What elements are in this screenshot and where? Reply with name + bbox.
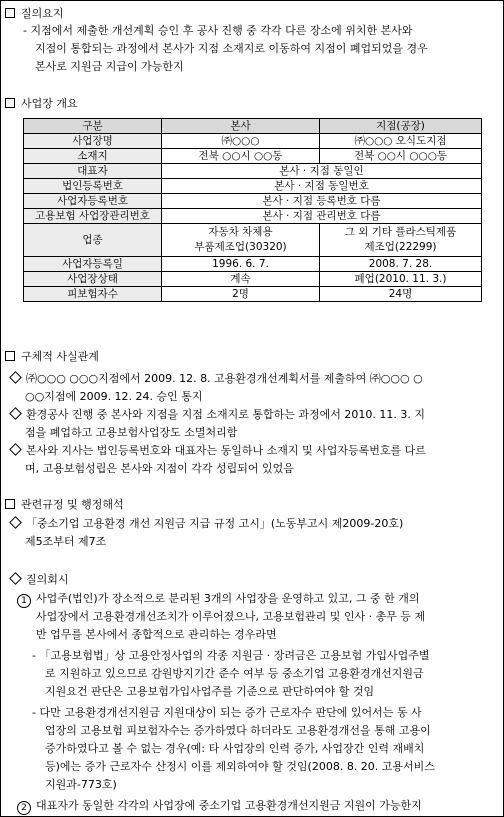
hq-cell: ㈜○○○ [162,134,320,149]
fact-continuation: 점을 폐업하고 고용보험사업장도 소멸처리함 [25,426,238,439]
row-label: 사업자등록번호 [24,194,162,209]
row-label: 대표자 [24,164,162,179]
fact-item [9,372,423,386]
section-title: 구체적 사실관계 [21,350,99,363]
diamond-bullet-icon [9,572,22,585]
diamond-bullet-icon [9,371,22,384]
table-row [24,287,482,302]
column-header: 구분 [24,119,162,134]
table-row [24,134,482,149]
branch-cell: ㈜○○○ 오식도지점 [320,134,482,149]
diamond-bullet-icon [9,407,22,420]
reply-sub-continuation: 지원요건 판단은 고용보험가입사업주를 기준으로 판단하여야 할 것임 [45,685,375,698]
reply-continuation: 반 업무를 본사에서 종합적으로 관리하는 경우라면 [36,628,277,641]
query-line: 본사로 지원금 지급이 가능한지 [35,60,184,73]
section-heading-facts [5,350,99,364]
reply-continuation: 사업장에서 고용환경개선조치가 이루어졌으나, 고용보험관리 및 인사 · 총무 등 제 [36,610,426,623]
diamond-bullet-icon [9,516,22,529]
section-title: 질의요지 [21,7,64,20]
branch-cell: 24명 [320,287,482,302]
branch-cell: 2008. 7. 28. [320,257,482,272]
row-label: 업종 [24,224,162,257]
square-bullet-icon [5,499,15,509]
table-row [24,149,482,164]
fact-continuation: ○○지점에 2009. 12. 24. 승인 통지 [25,390,203,403]
section-title: 질의회시 [26,573,69,586]
reply-text: 대표자가 동일한 각각의 사업장에 중소기업 고용환경개선지원금 지원이 가능한지 [36,799,422,812]
reply-sub-continuation: 지원과-773호) [45,778,117,791]
branch-industry-line: 그 외 기타 플라스틱제품 [344,226,457,238]
square-bullet-icon [5,8,15,18]
fact-text: 본사와 지사는 법인등록번호와 대표자는 동일하나 소재지 및 사업자등록번호를 다르 [26,444,426,457]
row-label: 고용보험 사업장관리번호 [24,209,162,224]
reply-text: 사업주(법인)가 장소적으로 분리된 3개의 사업장을 운영하고 있고, 그 중 한 개의 [36,592,420,605]
row-label: 법인등록번호 [24,179,162,194]
reply-sub-continuation: 증가하였다고 볼 수 없는 경우(예: 타 사업장의 인력 증가, 사업장간 인력 재배치 [45,742,425,755]
query-line: 지점이 통합되는 과정에서 본사가 지점 소재지로 이동하여 지점이 폐업되었을 경우 [35,42,428,55]
table-row [24,164,482,179]
section-title: 사업장 개요 [21,97,78,110]
column-header: 본사 [162,119,320,134]
fact-text: ㈜○○○ ○○○지점에서 2009. 12. 8. 고용환경개선계획서를 제출하여 ㈜○○○ ○ [26,372,423,385]
row-label: 사업자등록일 [24,257,162,272]
regulation-item [9,517,403,531]
hq-cell: 계속 [162,272,320,287]
branch-cell: 전북 ○○시 ○○○동 [320,149,482,164]
row-label: 사업장명 [24,134,162,149]
reply-item [17,592,419,608]
section-heading-query-summary [5,7,64,21]
table-row [24,209,482,224]
reply-sub-item: - 「고용보험법」상 고용안정사업의 각종 지원금 · 장려금은 고용보험 가입사업주별 [32,649,430,662]
column-header: 지점(공장) [320,119,482,134]
diamond-bullet-icon [9,443,22,456]
hq-industry-line: 부품제조업(30320) [194,241,287,253]
circled-number-icon: 1 [17,594,31,608]
hq-cell [162,224,320,257]
fact-item [9,444,426,458]
circled-number-icon: 2 [17,801,31,815]
fact-text: 환경공사 진행 중 본사와 지점을 지점 소재지로 통합하는 과정에서 2010. 11. 3. 지 [26,408,425,421]
business-overview-table [23,118,482,302]
reply-sub-continuation: 로 지원하고 있으므로 감원방지기간 준수 여부 등 중소기업 고용환경개선지원금 [45,667,424,680]
merged-cell: 본사 · 지점 관리번호 다름 [162,209,482,224]
regulation-text: 「중소기업 고용환경 개선 지원금 지급 규정 고시」(노동부고시 제2009-20호) [26,517,404,530]
table-row [24,224,482,257]
row-label: 소재지 [24,149,162,164]
table-row [24,179,482,194]
hq-cell: 2명 [162,287,320,302]
branch-cell: 폐업(2010. 11. 3.) [320,272,482,287]
section-heading-reply [9,573,69,587]
reply-sub-item: - 다만 고용환경개선지원금 지원대상이 되는 증가 근로자수 판단에 있어서는 동 사 [32,706,422,719]
branch-cell [320,224,482,257]
square-bullet-icon [5,351,15,361]
section-heading-regulations [5,498,124,512]
hq-cell: 전북 ○○시 ○○동 [162,149,320,164]
section-title: 관련규정 및 행정해석 [21,498,124,511]
row-label: 피보험자수 [24,287,162,302]
hq-industry-line: 자동차 차체용 [208,226,273,238]
reply-sub-continuation: 업장의 고용보험 피보험자수는 증가하였다 하더라도 고용환경개선을 통해 고용이 [45,724,431,737]
hq-cell: 1996. 6. 7. [162,257,320,272]
section-heading-business-overview [5,97,78,111]
regulation-continuation: 제5조부터 제7조 [25,535,107,548]
reply-sub-continuation: 등)에는 증가 근로자수 산정시 이를 제외하여야 할 것임(2008. 8. 20. 고용서비스 [45,760,435,773]
query-line: - 지점에서 제출한 개선계획 승인 후 공사 진행 중 각각 다른 장소에 위치한 본사와 [23,24,413,37]
table-row [24,272,482,287]
square-bullet-icon [5,98,15,108]
fact-continuation: 며, 고용보험성립은 본사와 지점이 각각 성립되어 있었음 [25,462,294,475]
branch-industry-line: 제조업(22299) [364,241,437,253]
table-header-row [24,119,482,134]
reply-item [17,799,422,815]
merged-cell: 본사 · 지점 동일인 [162,164,482,179]
merged-cell: 본사 · 지점 동일번호 [162,179,482,194]
table-row [24,194,482,209]
merged-cell: 본사 · 지점 등록번호 다름 [162,194,482,209]
table-row [24,257,482,272]
row-label: 사업장상태 [24,272,162,287]
fact-item [9,408,425,422]
